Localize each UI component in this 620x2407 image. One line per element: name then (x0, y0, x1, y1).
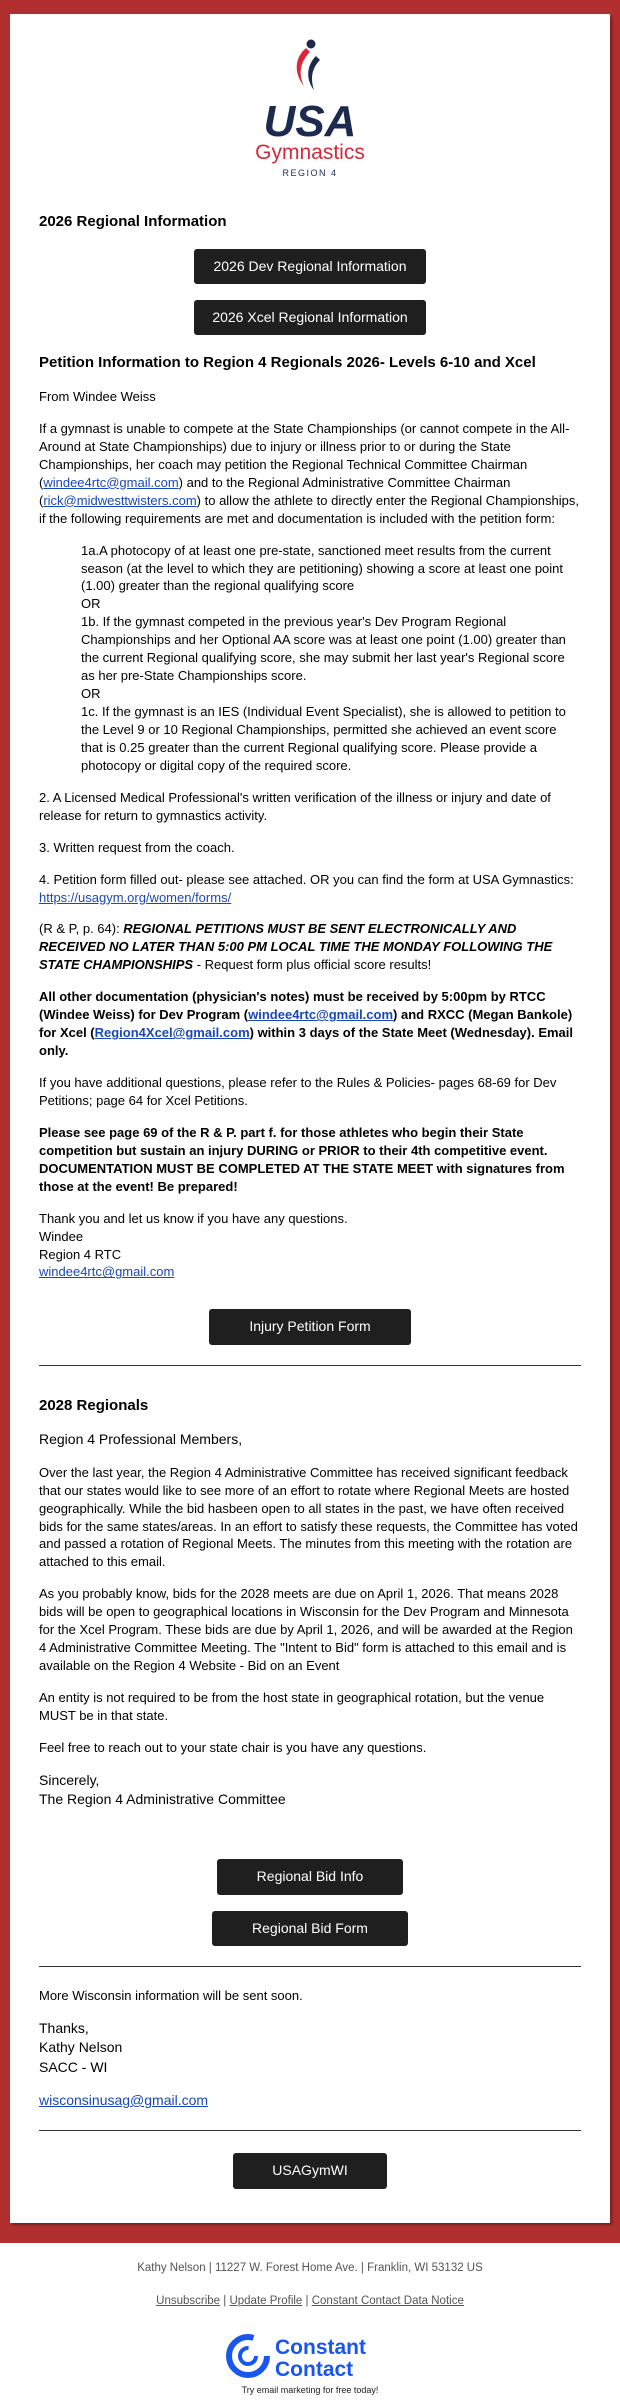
footer-links: Unsubscribe | Update Profile | Constant Contact Data Notice (156, 2295, 464, 2308)
logo-region-text: REGION 4 (282, 168, 338, 178)
rtcc-email-link[interactable]: windee4rtc@gmail.com (248, 1007, 394, 1023)
logo-flame-navy (308, 56, 320, 90)
requirement-4: 4. Petition form filled out- please see attached. OR you can find the form at USA Gymnastics: https://usagym.org/women/forms/ (39, 871, 574, 905)
committee-signature: Sincerely, The Region 4 Administrative Committee (39, 1771, 286, 1808)
usagym-forms-link[interactable]: https://usagym.org/women/forms/ (39, 889, 232, 905)
xcel-regional-info-button[interactable]: 2026 Xcel Regional Information (194, 300, 426, 335)
petition-intro: If a gymnast is unable to compete at the State Championships (or cannot compete in the All-Around at State Championships) due to injury or illness prior to or during the State Championships, her coach may petition the Regional Technical Committee Chairman (windee4rtc@gmail.com) and to the Regional Administrative Committee Chairman (rick@midwesttwisters.com) to allow the athlete to directly enter the Regional Championships, if the following requirements are met and documentation is included with the petition form: (39, 420, 579, 526)
rtc-email-link[interactable]: windee4rtc@gmail.com (43, 474, 179, 490)
windee-email-link[interactable]: windee4rtc@gmail.com (39, 1264, 175, 1280)
greeting: Region 4 Professional Members, (39, 1431, 243, 1448)
email-footer (0, 2243, 620, 2407)
kathy-signature: Thanks, Kathy Nelson SACC - WI (39, 2020, 123, 2075)
requirement-1b: 1b. If the gymnast competed in the previous year's Dev Program Regional Championships and her Optional AA score was at least one point (1.00) greater than the current Regional qualifying score, she may submit her last year's Regional score as her pre-State Championships score. (81, 614, 566, 684)
injury-petition-form-button[interactable]: Injury Petition Form (209, 1309, 411, 1344)
requirement-1c: 1c. If the gymnast is an IES (Individual Event Specialist), she is allowed to petition to the Level 9 or 10 Regional Championships, permitted she achieved an event score that is 0.25 greater than the current Regional qualifying score. Please provide a photocopy or digital copy of the required score. (81, 704, 566, 773)
usa-gymnastics-logo (220, 34, 400, 194)
regionals-2028-heading: 2028 Regionals (39, 1396, 149, 1414)
rotation-paragraph: Over the last year, the Region 4 Administrative Committee has received significant feedback that our states would like to see more of an effort to rotate where Regional Meets are hosted geographically. While the bid hasbeen open to all states in the past, we have often received bids for the same states/areas. In an effort to satisfy these requests, the Committee has voted and passed a rotation of Regional Meets. The minutes from this meeting with the rotation are attached to this email. (39, 1464, 578, 1570)
divider (39, 2130, 581, 2131)
data-notice-link[interactable]: Constant Contact Data Notice (311, 2295, 464, 2308)
cc-ring-icon (229, 2337, 267, 2375)
wisconsin-email-link[interactable]: wisconsinusag@gmail.com (39, 2091, 209, 2108)
more-info-note: More Wisconsin information will be sent soon. (39, 1988, 303, 2004)
divider (39, 1365, 581, 1366)
reach-out-paragraph: Feel free to reach out to your state chair is you have any questions. (39, 1739, 427, 1755)
update-profile-link[interactable]: Update Profile (229, 2295, 303, 2308)
cc-inner-ring-icon (240, 2348, 256, 2364)
requirement-2: 2. A Licensed Medical Professional's written verification of the illness or injury and date of release for return to gymnastics activity. (39, 789, 551, 823)
requirement-1a: 1a.A photocopy of at least one pre-state, sanctioned meet results from the current season (at the level to which they are petitioning) showing a score at least one point (1.00) greater than the regional qualifying score (81, 542, 564, 594)
rac-email-link[interactable]: rick@midwesttwisters.com (43, 492, 197, 508)
email-card (10, 14, 610, 2223)
rxcc-email-link[interactable]: Region4Xcel@gmail.com (94, 1025, 250, 1041)
petition-heading: Petition Information to Region 4 Regionals 2026- Levels 6-10 and Xcel (39, 354, 536, 372)
logo-gymnastics-text: Gymnastics (255, 141, 365, 164)
constant-contact-logo[interactable] (225, 2332, 395, 2382)
cc-line1: Constant (275, 2336, 366, 2360)
rp-deadline-note: (R & P, p. 64): REGIONAL PETITIONS MUST BE SENT ELECTRONICALLY AND RECEIVED NO LATER THAN 5:00 PM LOCAL TIME THE MONDAY FOLLOWING THE STATE CHAMPIONSHIPS - Request form plus official score results! (39, 921, 553, 973)
see-page-note: Please see page 69 of the R & P. part f. for those athletes who begin their State competition but sustain an injury DURING or PRIOR to their 4th competitive event. DOCUMENTATION MUST BE COMPLETED AT THE STATE MEET with signatures from those at the event! Be prepared! (39, 1124, 565, 1194)
requirement-options (81, 542, 581, 775)
usagymwi-button[interactable]: USAGymWI (233, 2153, 387, 2188)
host-state-paragraph: An entity is not required to be from the host state in geographical rotation, but the venue MUST be in that state. (39, 1690, 545, 1723)
petition-signature: Thank you and let us know if you have any questions. Windee Region 4 RTC windee4rtc@gmail.com (39, 1210, 348, 1280)
cc-line2: Contact (275, 2358, 354, 2382)
unsubscribe-link[interactable]: Unsubscribe (156, 2295, 221, 2308)
or-divider: OR (81, 596, 101, 612)
regional-info-heading: 2026 Regional Information (39, 213, 227, 230)
sender-address: Kathy Nelson | 11227 W. Forest Home Ave. | Franklin, WI 53132 US (137, 2261, 483, 2274)
questions-note: If you have additional questions, please refer to the Rules & Policies- pages 68-69 for Dev Petitions; page 64 for Xcel Petitions. (39, 1075, 557, 1108)
dev-regional-info-button[interactable]: 2026 Dev Regional Information (194, 249, 426, 284)
cc-tagline: Try email marketing for free today! (241, 2385, 379, 2396)
requirement-3: 3. Written request from the coach. (39, 839, 235, 855)
or-divider: OR (81, 686, 101, 702)
logo-head (307, 40, 316, 49)
regional-bid-form-button[interactable]: Regional Bid Form (212, 1911, 408, 1946)
logo-usa-text: USA (263, 97, 357, 146)
documentation-note: All other documentation (physician's notes) must be received by 5:00pm by RTCC (Windee Weiss) for Dev Program (windee4rtc@gmail.com) and RXCC (Megan Bankole) for Xcel (Region4Xcel@gmail.com) within 3 days of the State Meet (Wednesday). Email only. (39, 989, 574, 1059)
regional-bid-info-button[interactable]: Regional Bid Info (217, 1859, 403, 1894)
divider (39, 1966, 581, 1967)
logo-flame-red (297, 48, 310, 86)
bids-paragraph: As you probably know, bids for the 2028 meets are due on April 1, 2026. That means 2028 bids will be open to geographical locations in Wisconsin for the Dev Program and Minnesota for the Xcel Program. These bids are due by April 1, 2026, and will be awarded at the Region 4 Administrative Committee Meeting. The "Intent to Bid" form is attached to this email and is available on the Region 4 Website - Bid on an Event (39, 1586, 573, 1674)
petition-from: From Windee Weiss (39, 389, 156, 404)
